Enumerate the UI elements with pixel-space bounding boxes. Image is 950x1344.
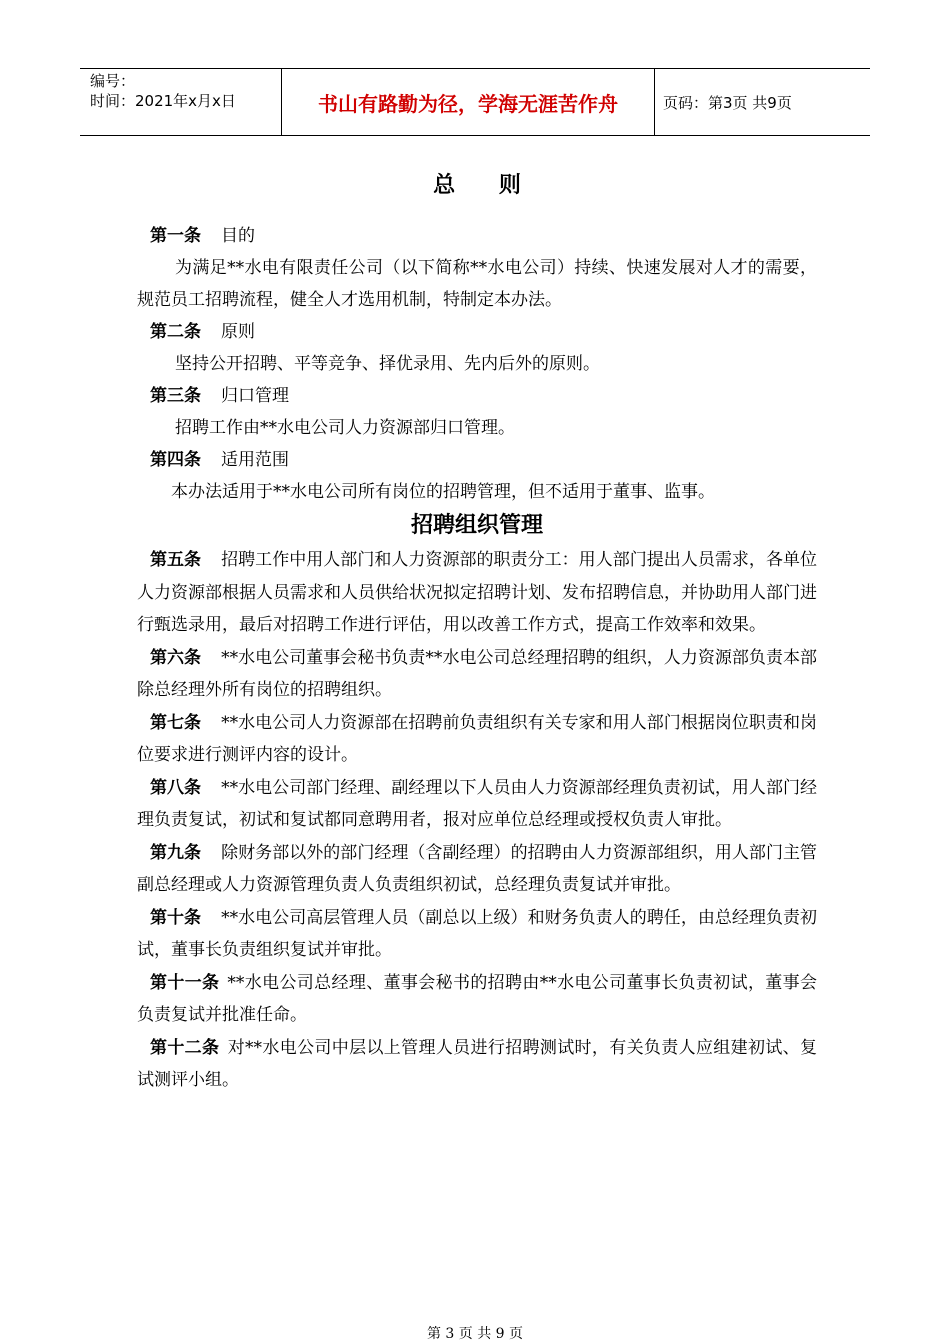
article-number: 第三条 bbox=[150, 386, 201, 406]
article-paragraph bbox=[137, 967, 817, 1032]
article-number: 第十二条 bbox=[150, 1037, 220, 1058]
document-header bbox=[80, 68, 870, 136]
article-number: 第一条 bbox=[150, 226, 201, 246]
article-body: **水电公司董事会秘书负责**水电公司总经理招聘的组织，人力资源部负责本部除总经理外所有岗位的招聘组织。 bbox=[137, 647, 818, 700]
article-body: 除财务部以外的部门经理（含副经理）的招聘由人力资源部组织，用人部门主管副总经理或人力资源管理负责人负责组织初试，总经理负责复试并审批。 bbox=[137, 842, 818, 895]
article-paragraph bbox=[137, 837, 817, 902]
article-paragraph bbox=[137, 642, 817, 707]
article-title: 归口管理 bbox=[221, 386, 289, 406]
article-body: 招聘工作中用人部门和人力资源部的职责分工：用人部门提出人员需求，各单位人力资源部根据人员需求和人员供给状况拟定招聘计划、发布招聘信息，并协助用人部门进行甄选录用，最后对招聘工作进行评估，用以改善工作方式，提高工作效率和效果。 bbox=[137, 550, 818, 635]
article-body: 为满足**水电有限责任公司（以下简称**水电公司）持续、快速发展对人才的需要，规范员工招聘流程，健全人才选用机制，特制定本办法。 bbox=[137, 258, 817, 310]
article-title: 原则 bbox=[221, 322, 255, 342]
article-number: 第六条 bbox=[150, 647, 202, 668]
article-number: 第九条 bbox=[150, 842, 202, 863]
section-title-recruitment: 招聘组织管理 bbox=[410, 513, 543, 538]
article-title: 适用范围 bbox=[221, 450, 289, 470]
article-heading bbox=[150, 444, 817, 476]
article-number: 第十一条 bbox=[150, 972, 220, 993]
number-label: 编号： bbox=[90, 72, 136, 90]
article-number: 第七条 bbox=[150, 712, 202, 733]
time-label: 时间：2021年x月x日 bbox=[90, 92, 236, 110]
article-paragraph bbox=[137, 707, 817, 772]
article-body: **水电公司总经理、董事会秘书的招聘由**水电公司董事长负责初试，董事会负责复试并批准任命。 bbox=[137, 972, 817, 1025]
article-body: 本办法适用于**水电公司所有岗位的招聘管理，但不适用于董事、监事。 bbox=[171, 482, 715, 502]
article-heading bbox=[150, 380, 817, 412]
article-number: 第二条 bbox=[150, 322, 201, 342]
article-body: 对**水电公司中层以上管理人员进行招聘测试时，有关负责人应组建初试、复试测评小组。 bbox=[137, 1037, 818, 1090]
section-title-general: 总 则 bbox=[433, 173, 539, 198]
article-body: 招聘工作由**水电公司人力资源部归口管理。 bbox=[175, 418, 515, 438]
article-paragraph bbox=[137, 544, 817, 642]
article-heading bbox=[150, 220, 817, 252]
article-number: 第十条 bbox=[150, 907, 202, 928]
article-paragraph bbox=[137, 772, 817, 837]
article-number: 第五条 bbox=[150, 550, 202, 570]
article-title: 目的 bbox=[221, 226, 255, 246]
article-heading bbox=[150, 316, 817, 348]
article-body: **水电公司人力资源部在招聘前负责组织有关专家和用人部门根据岗位职责和岗位要求进行测评内容的设计。 bbox=[137, 712, 818, 765]
section-general bbox=[137, 220, 817, 508]
header-meta-cell bbox=[80, 69, 282, 135]
article-paragraph bbox=[137, 902, 817, 967]
article-number: 第四条 bbox=[150, 450, 201, 470]
article-paragraph bbox=[137, 1032, 817, 1097]
header-motto: 书山有路勤为径，学海无涯苦作舟 bbox=[282, 69, 655, 135]
header-page-label: 页码：第3页 共9页 bbox=[663, 93, 792, 112]
article-number: 第八条 bbox=[150, 777, 202, 798]
page-footer: 第 3 页 共 9 页 bbox=[426, 1326, 524, 1342]
article-body: **水电公司高层管理人员（副总以上级）和财务负责人的聘任，由总经理负责初试，董事长负责组织复试并审批。 bbox=[137, 907, 818, 960]
article-body: **水电公司部门经理、副经理以下人员由人力资源部经理负责初试，用人部门经理负责复试，初试和复试都同意聘用者，报对应单位总经理或授权负责人审批。 bbox=[137, 777, 818, 830]
section-recruitment bbox=[137, 544, 817, 1097]
article-body: 坚持公开招聘、平等竞争、择优录用、先内后外的原则。 bbox=[175, 354, 600, 374]
document-body bbox=[137, 168, 817, 1097]
